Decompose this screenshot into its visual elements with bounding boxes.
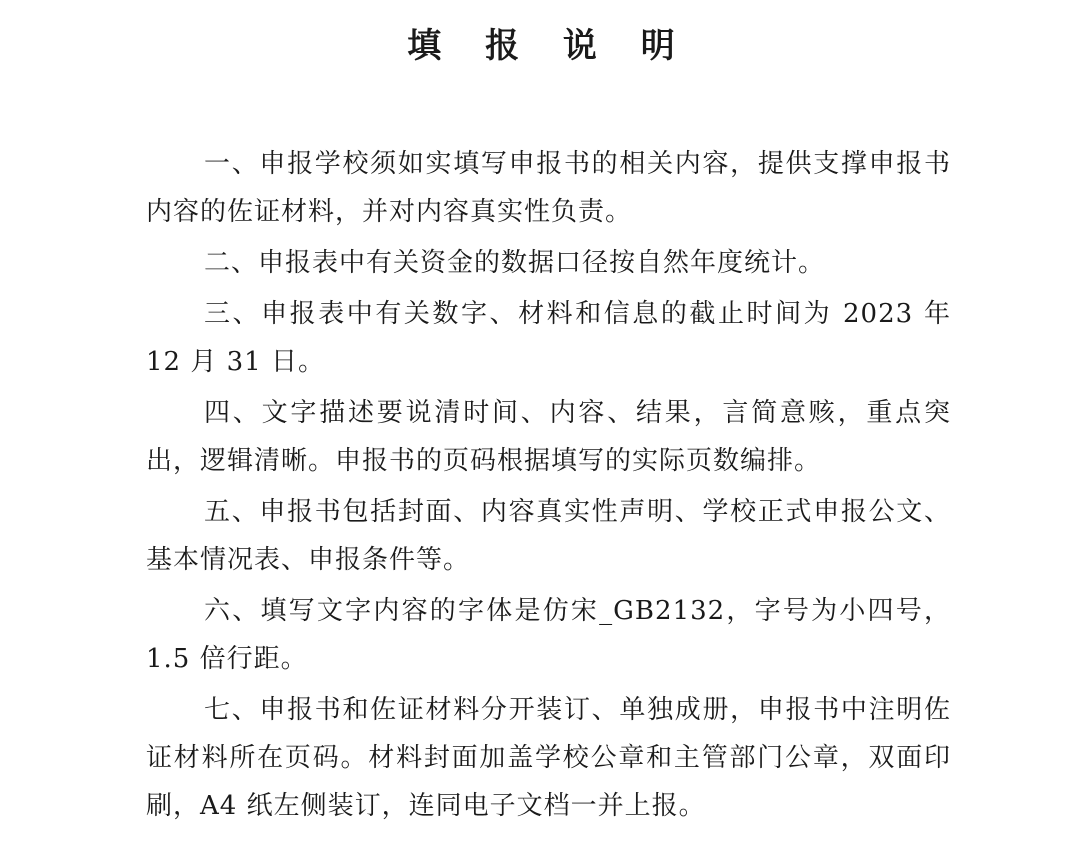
- instruction-item-5: 五、申报书包括封面、内容真实性声明、学校正式申报公文、基本情况表、申报条件等。: [146, 497, 951, 575]
- instruction-item-6: 六、填写文字内容的字体是仿宋_GB2132，字号为小四号，1.5 倍行距。: [146, 596, 951, 674]
- instruction-item-2: 二、申报表中有关资金的数据口径按自然年度统计。: [204, 248, 826, 278]
- instruction-item-1: 一、申报学校须如实填写申报书的相关内容，提供支撑申报书内容的佐证材料，并对内容真实性负责。: [146, 149, 951, 227]
- instruction-item-7: 七、申报书和佐证材料分开装订、单独成册，申报书中注明佐证材料所在页码。材料封面加盖学校公章和主管部门公章，双面印刷，A4 纸左侧装订，连同电子文档一并上报。: [146, 695, 951, 821]
- instruction-item-3: 三、申报表中有关数字、材料和信息的截止时间为 2023 年 12 月 31 日。: [146, 299, 951, 377]
- instruction-item-4: 四、文字描述要说清时间、内容、结果，言简意赅，重点突出，逻辑清晰。申报书的页码根据填写的实际页数编排。: [146, 398, 951, 476]
- document-title: 填 报 说 明: [407, 26, 691, 66]
- instructions-body: [146, 140, 951, 833]
